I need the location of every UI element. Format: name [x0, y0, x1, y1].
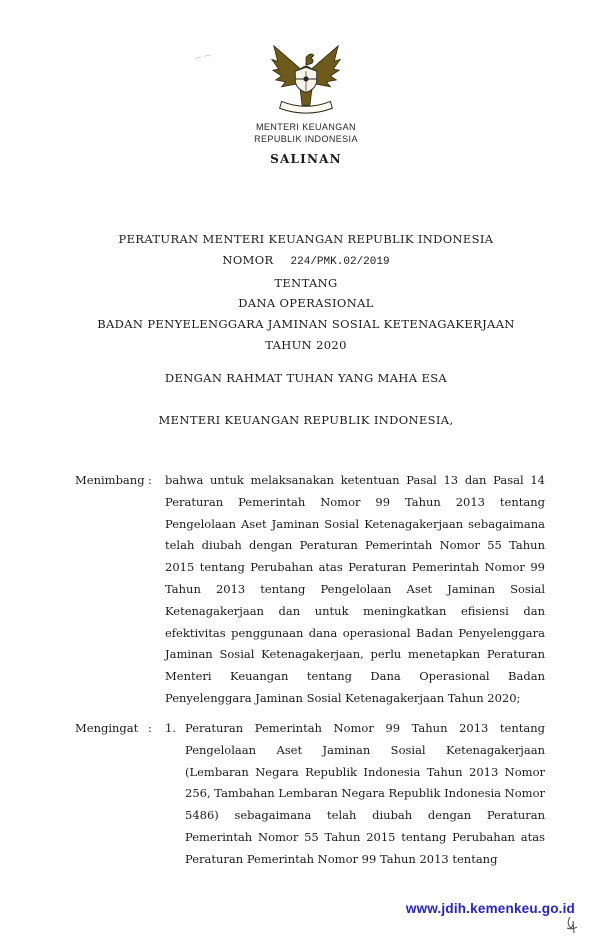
tentang-label: TENTANG: [274, 275, 338, 290]
menimbang-text: bahwa untuk melaksanakan ketentuan Pasal 13 dan Pasal 14 Peraturan Pemerintah Nomor 99 Tahun 2013 tentang Pengelolaan Aset Jaminan Sosial Ketenagakerjaan sebagaimana telah diubah dengan Peraturan Pemerintah Nomor 55 Tahun 2015 tentang Perubahan atas Peraturan Pemerintah Nomor 99 Tahun 2013 tentang Pengelolaan Aset Jaminan Sosial Ketenagakerjaan dan untuk meningkatkan efisiensi dan efektivitas penggunaan dana operasional Badan Penyelenggara Jaminan Sosial Ketenagakerjaan, perlu menetapkan Peraturan Menteri Keuangan tentang Dana Operasional Badan Penyelenggara Jaminan Sosial Ketenagakerjaan Tahun 2020;: [165, 473, 545, 705]
subject-line3: TAHUN 2020: [265, 337, 347, 352]
nomor-value: 224/PMK.02/2019: [290, 255, 390, 268]
menimbang-separator: :: [148, 473, 152, 487]
ministry-name: MENTERI KEUANGAN: [256, 122, 356, 132]
mengingat-clause: [75, 718, 545, 871]
nomor-label: NOMOR: [222, 252, 274, 267]
issuer-line: MENTERI KEUANGAN REPUBLIK INDONESIA,: [158, 413, 454, 427]
mengingat-label: Mengingat: [75, 721, 139, 735]
mengingat-separator: :: [148, 721, 152, 735]
letterhead: [0, 36, 612, 166]
menimbang-label: Menimbang: [75, 473, 145, 487]
invocation-line: DENGAN RAHMAT TUHAN YANG MAHA ESA: [164, 371, 448, 385]
republic-name: REPUBLIK INDONESIA: [254, 133, 358, 144]
regulation-title-block: [0, 229, 612, 356]
mengingat-item-1: [165, 718, 545, 871]
copy-label: SALINAN: [270, 152, 342, 166]
regulation-number-line: [0, 250, 612, 273]
subject-line1: DANA OPERASIONAL: [238, 296, 374, 311]
subject-line2: BADAN PENYELENGGARA JAMINAN SOSIAL KETENAGAKERJAAN: [97, 317, 515, 332]
jdih-link[interactable]: www.jdih.kemenkeu.go.id: [405, 901, 575, 916]
garuda-pancasila-icon: [269, 36, 343, 118]
handwritten-initial-mark: [564, 916, 580, 934]
mengingat-item-1-text: Peraturan Pemerintah Nomor 99 Tahun 2013 tentang Pengelolaan Aset Jaminan Sosial Ketenagakerjaan (Lembaran Negara Republik Indonesia Tahun 2013 Nomor 256, Tambahan Lembaran Negara Republik Indonesia Nomor 5486) sebagaimana telah diubah dengan Peraturan Pemerintah Nomor 55 Tahun 2015 tentang Perubahan atas Peraturan Pemerintah Nomor 99 Tahun 2013 tentang: [185, 721, 545, 866]
menimbang-clause: [75, 470, 545, 710]
mengingat-item-1-number: 1.: [165, 721, 176, 735]
regulation-title-line1: PERATURAN MENTERI KEUANGAN REPUBLIK INDONESIA: [118, 232, 494, 246]
mengingat-items: [165, 718, 545, 871]
